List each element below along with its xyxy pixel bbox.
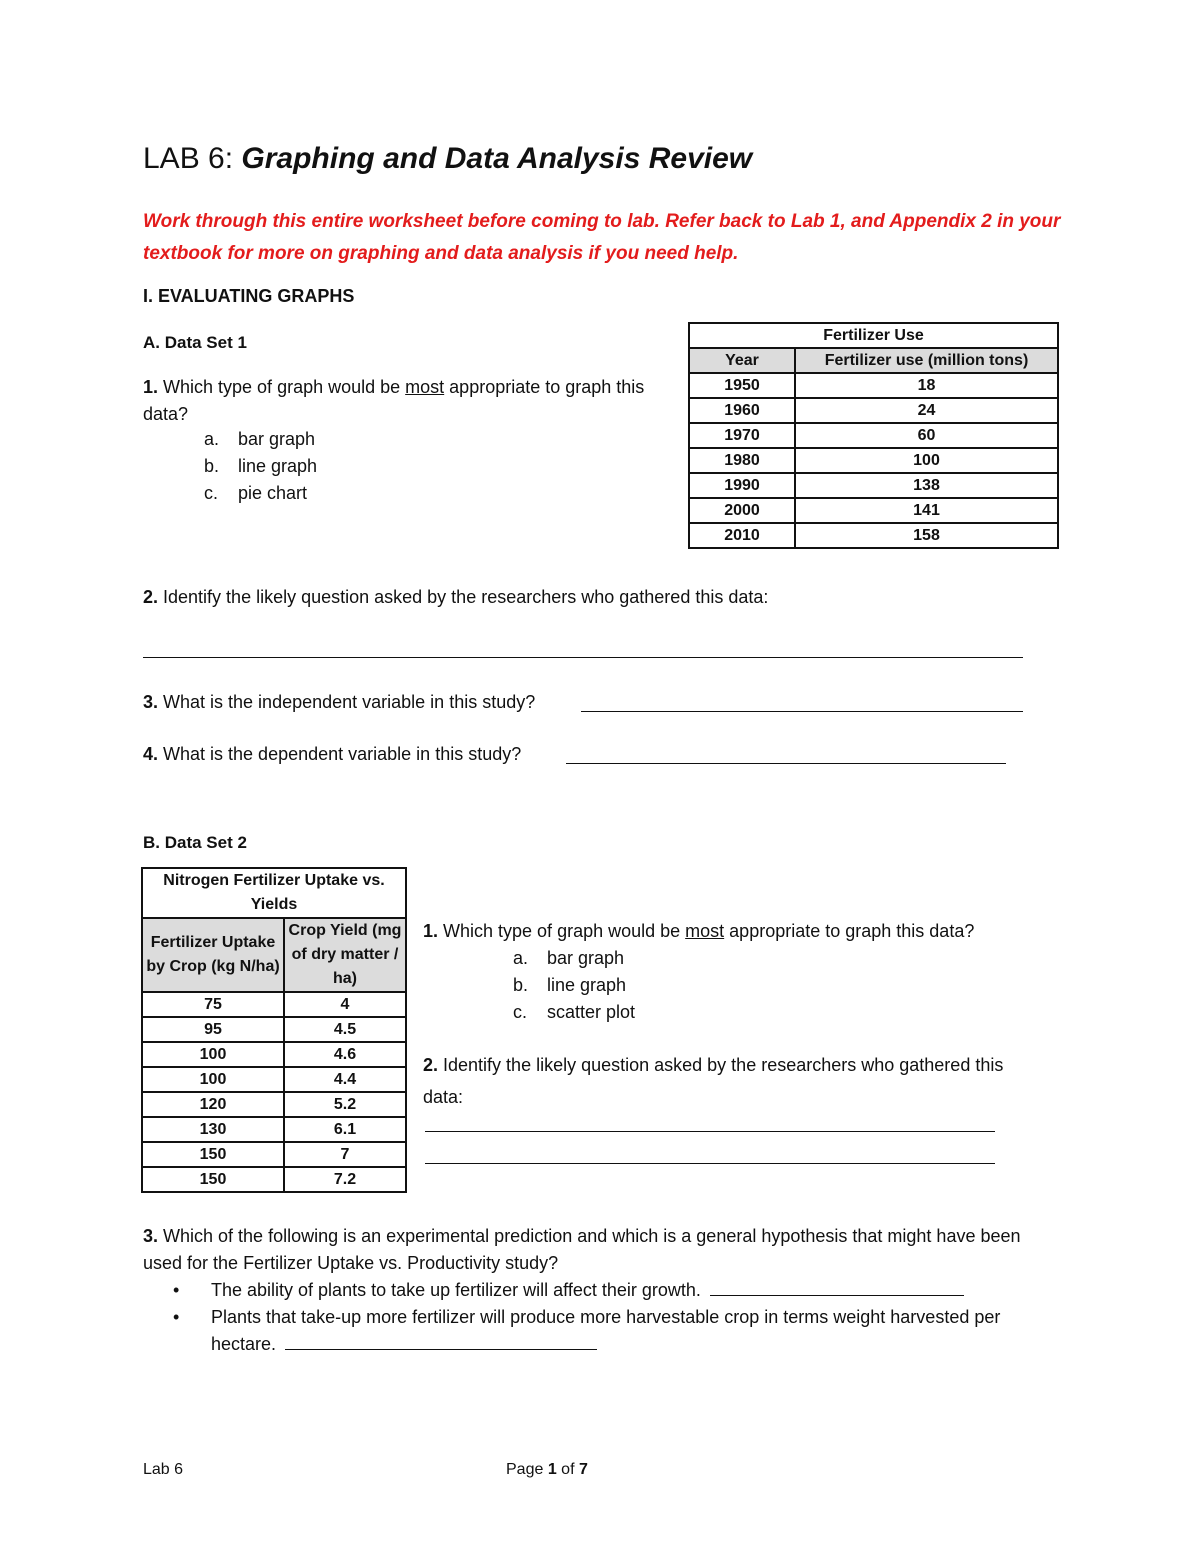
section-heading: I. EVALUATING GRAPHS [143,286,355,306]
table-row [689,523,1058,548]
table-row [689,398,1058,423]
partB-q1-number: 1. [423,921,439,941]
partA-question-1 [143,374,673,428]
option-item[interactable] [204,480,404,507]
option-text: line graph [547,975,627,995]
partB-question-2 [423,1049,1043,1113]
instructions: Work through this entire worksheet before coming to lab. Refer back to Lab 1, and Appendix 2 in your textbook for more on graphing and data analysis if you need help. [143,211,1061,264]
page-number [506,1461,588,1479]
list-item-text: The ability of plants to take up fertilizer will affect their growth. [211,1280,701,1300]
table-cell: 120 [142,1092,284,1117]
answer-line[interactable] [425,1131,995,1132]
partB-q1-text-before: Which type of graph would be [438,921,686,941]
option-letter: b. [204,456,220,476]
table-cell: 4.4 [284,1067,406,1092]
option-letter: a. [204,429,220,449]
table-cell: 6.1 [284,1117,406,1142]
table-cell: 95 [142,1017,284,1042]
table-cell: 100 [142,1067,284,1092]
option-letter: c. [204,483,219,503]
table-cell: 130 [142,1117,284,1142]
table-cell: 1980 [689,448,795,473]
hypothesis-list [143,1277,1043,1358]
partB-question-1 [423,918,974,945]
table-row [142,992,406,1017]
table-cell: 1990 [689,473,795,498]
table-cell: 2000 [689,498,795,523]
partA-q4-text: What is the dependent variable in this study? [158,744,522,764]
table-cell: 1950 [689,373,795,398]
option-text: pie chart [238,483,308,503]
title-italic: Graphing and Data Analysis Review [241,142,753,175]
option-item[interactable] [513,945,753,972]
answer-line[interactable] [425,1163,995,1164]
option-text: line graph [238,456,318,476]
nitrogen-uptake-table [141,867,407,1193]
bullet-icon: • [173,1307,180,1327]
table-caption: Nitrogen Fertilizer Uptake vs. Yields [142,868,406,918]
title-prefix: LAB 6: [143,142,242,175]
partB-question-3 [143,1223,1053,1277]
partA-question-3 [143,689,535,716]
partA-q3-text: What is the independent variable in this study? [158,692,536,712]
table-header: Fertilizer use (million tons) [795,348,1058,373]
table-cell: 7 [284,1142,406,1167]
table-row [689,423,1058,448]
partB-q1-text-after: appropriate to graph this data? [724,921,975,941]
partA-q1-number: 1. [143,377,159,397]
table-cell: 4.5 [284,1017,406,1042]
option-letter: c. [513,1002,528,1022]
bullet-icon: • [173,1280,180,1300]
table-cell: 138 [795,473,1058,498]
table-row [142,1042,406,1067]
answer-line[interactable] [143,657,1023,658]
partA-options [204,426,404,507]
partA-q1-emphasis: most [405,377,445,397]
table-cell: 150 [142,1167,284,1192]
table-cell: 4.6 [284,1042,406,1067]
partA-question-2 [143,584,768,611]
table-row [689,498,1058,523]
table-cell: 7.2 [284,1167,406,1192]
fertilizer-use-table [688,322,1059,549]
table-row [142,1142,406,1167]
table-row [689,473,1058,498]
page-label: Page [506,1461,548,1478]
table-caption: Fertilizer Use [689,323,1058,348]
option-letter: a. [513,948,529,968]
answer-blank[interactable] [285,1331,597,1350]
data-set-2-heading: B. Data Set 2 [143,833,247,852]
page-of-label: of [556,1461,579,1478]
table-cell: 1970 [689,423,795,448]
partB-q3-number: 3. [143,1226,159,1246]
partA-question-4 [143,741,521,768]
table-row [689,448,1058,473]
partB-q2-number: 2. [423,1055,439,1075]
table-cell: 24 [795,398,1058,423]
table-cell: 18 [795,373,1058,398]
option-text: bar graph [547,948,625,968]
table-row [142,1067,406,1092]
page-current: 1 [547,1461,557,1478]
table-row [142,1017,406,1042]
partB-q1-emphasis: most [685,921,725,941]
table-header: Crop Yield (mg of dry matter / ha) [284,918,406,992]
table-cell: 158 [795,523,1058,548]
partB-q2-text: Identify the likely question asked by the researchers who gathered this data: [423,1055,1004,1107]
list-item [143,1277,1043,1304]
table-row [142,1092,406,1117]
table-header: Year [689,348,795,373]
table-cell: 75 [142,992,284,1017]
data-set-1-heading: A. Data Set 1 [143,333,247,352]
table-cell: 100 [795,448,1058,473]
table-header: Fertilizer Uptake by Crop (kg N/ha) [142,918,284,992]
answer-line[interactable] [566,763,1006,764]
table-cell: 100 [142,1042,284,1067]
option-item[interactable] [204,453,404,480]
page-title [143,142,752,176]
table-cell: 4 [284,992,406,1017]
partA-q3-number: 3. [143,692,159,712]
partA-q1-text-after: appropriate to graph this data? [143,377,645,424]
option-text: scatter plot [547,1002,636,1022]
table-row [142,1167,406,1192]
table-cell: 60 [795,423,1058,448]
table-row [142,1117,406,1142]
answer-blank[interactable] [710,1277,964,1296]
table-row [689,373,1058,398]
list-item-text: Plants that take-up more fertilizer will produce more harvestable crop in terms weight harvested per hectare. [211,1307,1001,1354]
table-cell: 5.2 [284,1092,406,1117]
option-item[interactable] [204,426,404,453]
page-total: 7 [578,1461,588,1478]
table-cell: 2010 [689,523,795,548]
option-letter: b. [513,975,529,995]
partA-q4-number: 4. [143,744,159,764]
table-cell: 150 [142,1142,284,1167]
answer-line[interactable] [581,711,1023,712]
footer-left: Lab 6 [143,1461,184,1478]
partA-q2-text: Identify the likely question asked by the researchers who gathered this data: [158,587,769,607]
table-cell: 141 [795,498,1058,523]
table-cell: 1960 [689,398,795,423]
partA-q1-text-before: Which type of graph would be [158,377,406,397]
partA-q2-number: 2. [143,587,159,607]
partB-q3-text: Which of the following is an experimental prediction and which is a general hypothesis that might have been used for the Fertilizer Uptake vs. Productivity study? [143,1226,1021,1273]
option-item[interactable] [513,972,753,999]
list-item [143,1304,1001,1358]
option-text: bar graph [238,429,316,449]
option-item[interactable] [513,999,753,1026]
partB-options [513,945,753,1026]
